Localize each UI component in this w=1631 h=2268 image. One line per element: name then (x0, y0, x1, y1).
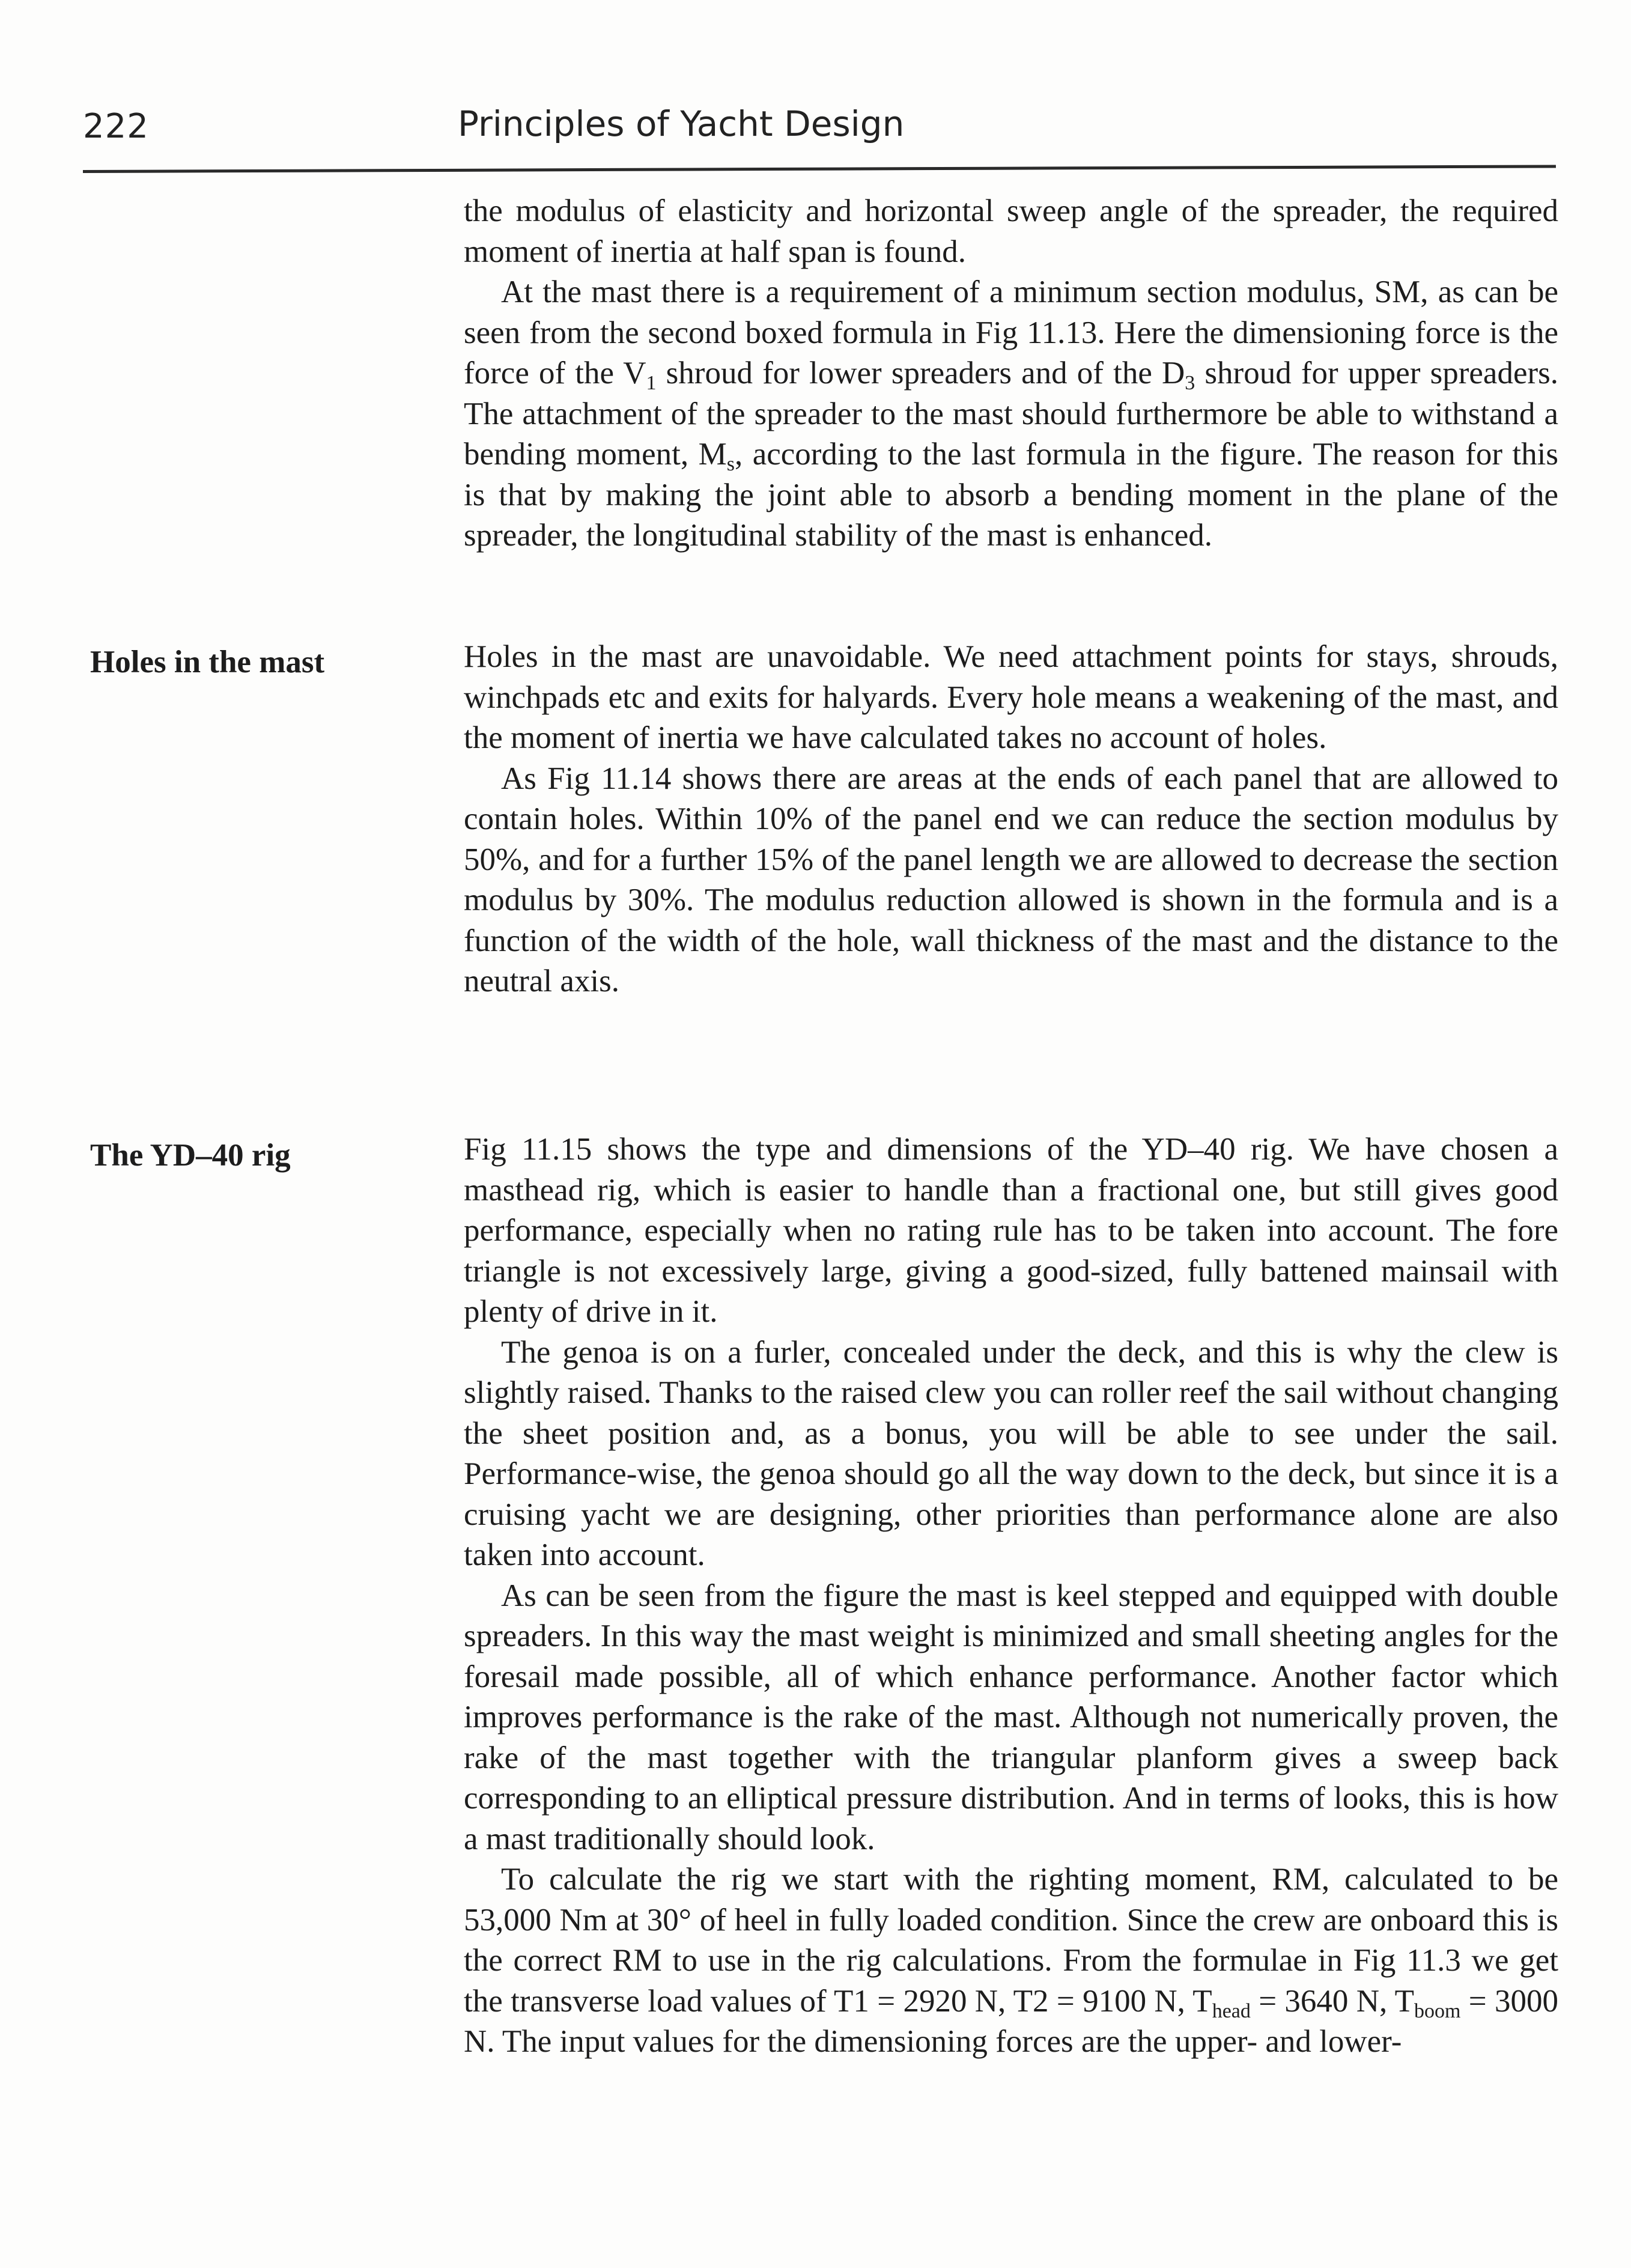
paragraph: Fig 11.15 shows the type and dimensions of the YD–40 rig. We have chosen a masthead rig, which is easier to handle than a fractional one, but still gives good performance, especially when no rating rule has to be taken into account. The fore triangle is not excessively large, giving a good-sized, fully battened mainsail with plenty of drive in it. (464, 1132, 1558, 1329)
page-number: 222 (83, 107, 149, 146)
subscript: head (1212, 1999, 1251, 2022)
paragraph: the modulus of elasticity and horizontal sweep angle of the spreader, the required moment of inertia at half span is found. (464, 193, 1558, 269)
section-holes-in-the-mast (464, 637, 1558, 1002)
paragraph: The genoa is on a furler, concealed under the deck, and this is why the clew is slightly raised. Thanks to the raised clew you can roller reef the sail without changing the sheet position and, as a bonus, you will be able to see under the sail. Performance-wise, the genoa should go all the way down to the deck, but since it is a cruising yacht we are designing, other priorities than performance alone are also taken into account. (464, 1334, 1558, 1572)
side-heading-holes-in-the-mast: Holes in the mast (90, 645, 325, 679)
section-yd40-rig (464, 1129, 1558, 2063)
section-continuation (464, 191, 1558, 556)
subscript: s (726, 453, 735, 475)
side-heading-yd40-rig: The YD–40 rig (90, 1138, 291, 1173)
paragraph: As can be seen from the figure the mast is keel stepped and equipped with double spreaders. In this way the mast weight is minimized and small sheeting angles for the foresail made possible, all of which enhance performance. Another factor which improves performance is the rake of the mast. Although not numerically proven, the rake of the mast together with the triangular planform gives a sweep back corresponding to an elliptical pressure distribution. And in terms of looks, this is how a mast traditionally should look. (464, 1578, 1558, 1856)
paragraph: At the mast there is a requirement of a minimum section modulus, SM, as can be seen from the second boxed formula in Fig 11.13. Here the dimensioning force is the force of the $V_1$ shroud for lower spreaders and of the $D_3$ shroud for upper spreaders. The attachment of the spreader to the mast should furthermore be able to withstand a bending moment, $M_s$, according to the last formula in the figure. The reason for this is that by making the joint able to absorb a bending moment in the plane of the spreader, the longitudinal stability of the mast is enhanced. (464, 275, 1559, 553)
subscript: 1 (646, 372, 657, 394)
paragraph: As Fig 11.14 shows there are areas at the ends of each panel that are allowed to contain holes. Within 10% of the panel end we can reduce the section modulus by 50%, and for a further 15% of the panel length we are allowed to decrease the section modulus by 30%. The modulus reduction allowed is shown in the formula and is a function of the width of the hole, wall thickness of the mast and the distance to the neutral axis. (464, 761, 1558, 999)
paragraph: To calculate the rig we start with the righting moment, RM, calculated to be 53,000 Nm at 30° of heel in fully loaded condition. Since the crew are onboard this is the correct RM to use in the rig calculations. From the formulae in Fig 11.3 we get the transverse load values of T1 = 2920 N, T2 = 9100 N, $T_{head} = 3640$ N, $T_{boom} = 3000$ N. The input values for the dimensioning forces are the upper- and lower- (464, 1862, 1558, 2059)
paragraph: Holes in the mast are unavoidable. We need attachment points for stays, shrouds, winchpads etc and exits for halyards. Every hole means a weakening of the mast, and the moment of inertia we have calculated takes no account of holes. (464, 639, 1558, 755)
subscript: boom (1414, 1999, 1461, 2022)
running-header-title: Principles of Yacht Design (458, 103, 905, 144)
subscript: 3 (1185, 372, 1195, 394)
header-rule (83, 165, 1556, 173)
